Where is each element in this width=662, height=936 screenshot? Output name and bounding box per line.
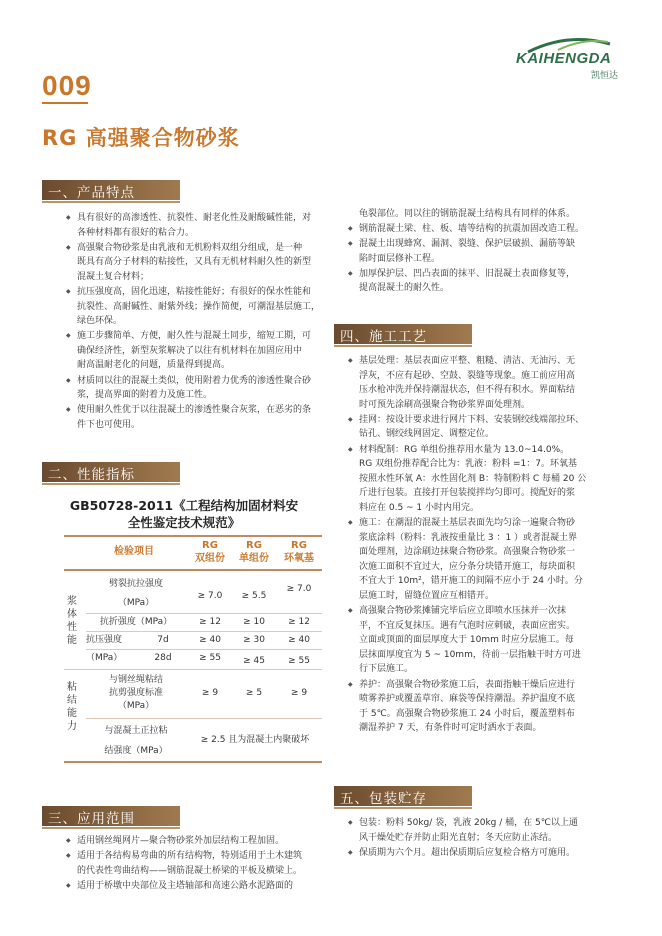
- page-title: RG 高强聚合物砂浆: [42, 126, 240, 150]
- value-cell: ≥ 7.0: [286, 584, 312, 594]
- section-heading-text: 五、包装贮存: [340, 791, 427, 807]
- section-heading-construction: [334, 324, 472, 344]
- performance-table: [64, 535, 322, 797]
- logo-text-cn: 凯恒达: [590, 71, 618, 81]
- list-item: ◆ 包装：粉料 50kg/ 袋，乳液 20kg / 桶，在 5℃以上通 风干燥处贮存并防止阳光直射；冬天应防止冻结。: [348, 816, 610, 845]
- list-item: ◆ 高强聚合物砂浆是由乳液和无机粉料双组分组成，是一种 既具有高分子材料的粘接性，又具有无机材料耐久性的新型 混凝土复合材料；: [66, 241, 324, 285]
- section-heading-features: [42, 180, 180, 200]
- list-item: ◆ 适用钢丝绳网片—聚合物砂浆外加层结构工程加固。: [66, 834, 324, 849]
- value-cell: ≥ 55: [199, 653, 221, 663]
- section-heading-text: 四、施工工艺: [340, 329, 427, 345]
- row-label-compressive: 抗压强度: [86, 635, 123, 645]
- value-cell: ≥ 12: [199, 617, 221, 627]
- value-cell: ≥ 9: [290, 688, 308, 698]
- list-item: ◆ 养护：高强聚合物砂浆施工后，表面指触干燥后应进行 喷雾养护或覆盖草帘、麻袋等保持潮湿。养护温度不底 于 5℃。高强聚合物砂浆施工 24 小时后，覆盖塑料布 潮湿养护 7 天，有条件时可定时洒水于表面。: [348, 678, 610, 736]
- header-item: 检验项目: [114, 546, 154, 557]
- table-rule: [86, 631, 322, 632]
- value-cell-merged: ≥ 2.5 且为混凝土内聚破坏: [200, 735, 310, 745]
- row-label-28d: 28d: [154, 653, 172, 663]
- table-rule: [86, 649, 322, 650]
- table-rule: [64, 569, 322, 571]
- value-cell: ≥ 45: [243, 656, 265, 666]
- row-label-7d: 7d: [157, 635, 169, 645]
- table-rule: [86, 613, 322, 614]
- section-heading-text: 三、应用范围: [48, 811, 135, 827]
- logo-text-en: KAIHENGDA: [516, 50, 612, 67]
- list-item: ◆ 适用于各结构易弯曲的所有结构物，特别适用于土木建筑 的代表性弯曲结构——钢筋混凝土桥梁的平板及横梁上。: [66, 849, 324, 878]
- row-label-steel-bond: 与钢丝绳粘结 抗剪强度标准 （MPa）: [108, 675, 163, 711]
- value-cell: ≥ 12: [288, 617, 310, 627]
- list-item: ◆ 钢筋混凝土梁、柱、板、墙等结构的抗震加固改造工程。: [348, 222, 610, 237]
- header-rg-single: RG 单组份: [239, 540, 269, 564]
- list-item: ◆ 施工：在潮湿的混凝土基层表面先均匀涂一遍聚合物砂 浆底涂料（粉料：乳液按重量比 3 ：1 ）或者混凝土界 面处理剂，边涂刷边抹聚合物砂浆。高强聚合物砂浆一 次施工面积不宜过大，应分条分块错开施工，每块面积 不宜大于 10m²，错开施工的间隔不应小于 24 小时。分 层施工时，留缝位置应互相错开。: [348, 516, 610, 604]
- value-cell: ≥ 55: [288, 656, 310, 666]
- table-rule: [64, 669, 322, 670]
- table-rule: [86, 718, 322, 719]
- list-item: ◆ 适用于桥墩中央部位及主塔轴部和高速公路水泥路面的: [66, 879, 324, 894]
- features-list-continued: [348, 207, 610, 297]
- row-label-concrete-bond: 与混凝土正拉粘 结强度（MPa）: [104, 726, 168, 756]
- group-label-slurry: 浆体性能: [67, 596, 77, 646]
- features-list: [66, 211, 324, 433]
- value-cell: ≥ 7.0: [197, 591, 223, 601]
- value-cell: ≥ 9: [201, 688, 219, 698]
- section-heading-performance: [42, 462, 180, 482]
- header-rg-dual: RG 双组份: [195, 540, 225, 564]
- list-item: ◆ 挂网：按设计要求进行网片下料、安装钢绞线端部拉环、 钻孔、钢绞线网固定、调整定位。: [348, 413, 610, 442]
- row-label-compressive-unit: （MPa）: [86, 653, 123, 663]
- section-heading-text: 一、产品特点: [48, 185, 135, 201]
- list-item: ◆ 使用耐久性优于以往混凝土的渗透性聚合灰浆，在恶劣的条 件下也可使用。: [66, 403, 324, 432]
- table-rule: [64, 761, 322, 763]
- list-item: ◆ 基层处理：基层表面应平整、粗糙、清洁、无油污、无 浮灰，不应有起砂、空鼓、裂缝等现象。施工前应用高 压水枪冲洗并保持潮湿状态，但不得有积水。界面粘结 时可预先涂刷高强聚合物砂浆界面处理剂。: [348, 354, 610, 412]
- construction-list: [348, 354, 610, 736]
- value-cell: ≥ 40: [288, 635, 310, 645]
- list-item: ◆ 具有很好的高渗透性、抗裂性、耐老化性及耐酸碱性能，对 各种材料都有很好的粘合力。: [66, 211, 324, 240]
- list-item: ◆ 保质期为六个月。超出保质期后应复检合格方可施用。: [348, 846, 610, 861]
- page-number: 009: [42, 70, 92, 101]
- list-item-continued: 龟裂部位。同以往的钢筋混凝土结构具有同样的体系。: [359, 209, 576, 219]
- page-number-underline: [42, 102, 88, 104]
- list-item: ◆ 材质同以往的混凝土类似，使用附着力优秀的渗透性聚合砂 浆，提高界面的附着力及施工性。: [66, 374, 324, 403]
- section-heading-packaging: [334, 786, 472, 806]
- list-item: ◆ 材料配制：RG 单组份推荐用水量为 13.0~14.0%。 RG 双组份推荐配合比为：乳液：粉料 =1：7。环氧基 按照水性环氧 A：水性固化剂 B：特制粉料 C 每桶 20 公 斤进行包装。直接打开包装搅拌均匀即可。搅配好的浆 料应在 0.5 ~ 1 小时内用完。: [348, 443, 610, 516]
- value-cell: ≥ 40: [199, 635, 221, 645]
- value-cell: ≥ 5.5: [241, 591, 267, 601]
- standard-title: GB50728-2011《工程结构加固材料安全性鉴定技术规范》: [69, 498, 299, 530]
- table-rule: [64, 535, 322, 537]
- value-cell: ≥ 5: [245, 688, 263, 698]
- section-heading-text: 二、性能指标: [48, 467, 135, 483]
- application-list: [66, 834, 324, 894]
- list-item: ◆ 高强聚合物砂浆摊铺完毕后应立即喷水压抹并一次抹 平，不宜反复抹压。遇有气泡时应刺破，表面应密实。 立面或顶面的面层厚度大于 10mm 时应分层施工。每 层抹面厚度宜为 5 ~ 10mm，待前一层指触干时方可进 行下层施工。: [348, 604, 610, 677]
- row-label-flexural: 抗折强度（MPa）: [99, 617, 173, 627]
- value-cell: ≥ 30: [243, 635, 265, 645]
- value-cell: ≥ 10: [243, 617, 265, 627]
- list-item: ◆ 施工步骤简单、方便，耐久性与混凝土同步，缩短工期，可 确保经济性，新型灰浆解决了以往有机材料在加固应用中 耐高温耐老化的问题，质量得到提高。: [66, 329, 324, 373]
- header-rg-epoxy: RG 环氧基: [284, 540, 314, 564]
- section-heading-application: [42, 806, 180, 826]
- list-item: ◆ 加厚保护层、凹凸表面的抹平、旧混凝土表面修复等， 提高混凝土的耐久性。: [348, 267, 610, 296]
- list-item: ◆ 抗压强度高，固化迅速，粘接性能好；有很好的保水性能和 抗裂性、高耐碱性、耐紫外线；操作简便，可潮湿基层施工， 绿色环保。: [66, 285, 324, 329]
- brand-logo: [498, 36, 618, 80]
- row-label-split-tensile: 劈裂抗拉强度 （MPa）: [108, 579, 163, 608]
- group-label-bond: 粘结能力: [67, 682, 77, 732]
- list-item: ◆ 混凝土出现蜂窝、漏洞、裂缝、保护层破损、漏筋等缺 陷时面层修补工程。: [348, 237, 610, 266]
- packaging-list: [348, 816, 610, 861]
